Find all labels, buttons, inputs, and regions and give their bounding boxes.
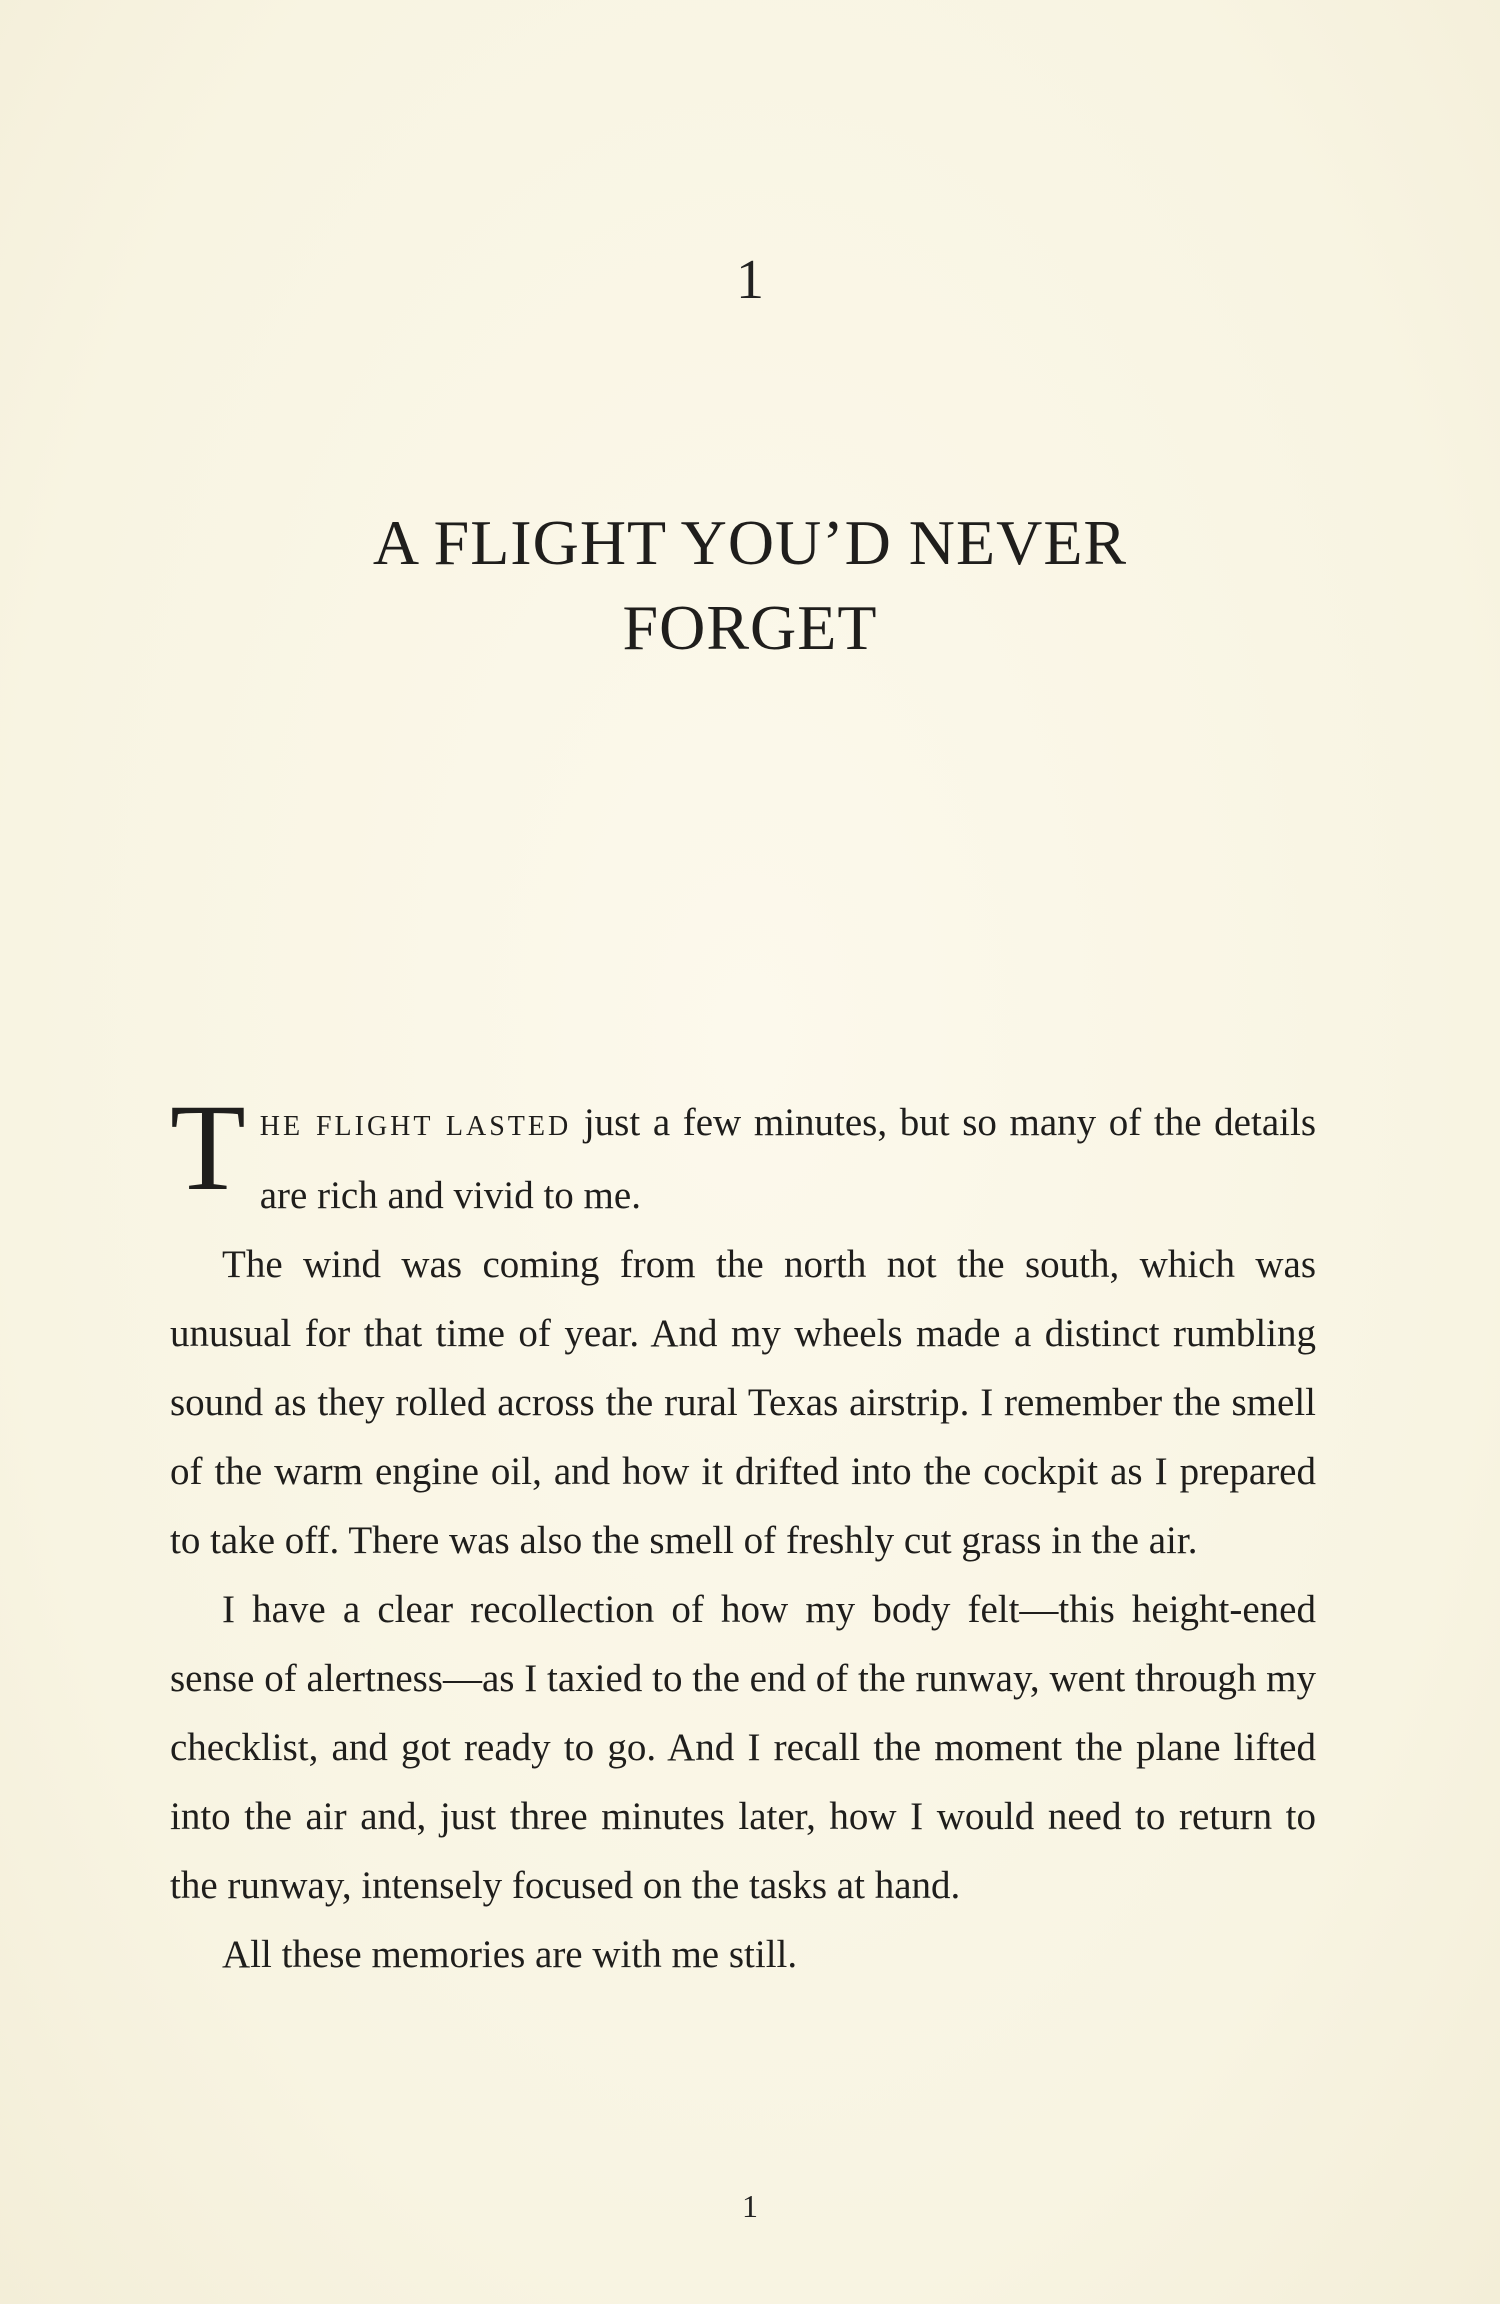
paragraph-4: All these memories are with me still.	[222, 1933, 798, 1976]
opening-text: just a few minutes, but so many of the details are rich and vivid to me.	[259, 1101, 1316, 1217]
chapter-number: 1	[736, 249, 764, 311]
opening-small-caps: HE FLIGHT LASTED	[259, 1111, 572, 1142]
chapter-title-line-2: FORGET	[622, 592, 878, 663]
opening-paragraph	[170, 1079, 1316, 1230]
chapter-title	[200, 500, 1300, 670]
page-number: 1	[742, 2188, 758, 2224]
paragraph-2: The wind was coming from the north not the south, which was unusual for that time of year. And my wheels made a distinct rumbling sound as they rolled across the rural Texas airstrip. I remember the smell of the warm engine oil, and how it drifted into the cockpit as I prepared to take off. There was also the smell of freshly cut grass in the air.	[170, 1243, 1316, 1562]
chapter-body	[170, 1079, 1316, 1989]
paragraph-3: I have a clear recollection of how my body felt—this height-ened sense of alertness—as I taxied to the end of the runway, went through my checklist, and got ready to go. And I recall the moment the plane lifted into the air and, just three minutes later, how I would need to return to the runway, intensely focused on the tasks at hand.	[170, 1588, 1316, 1907]
chapter-title-line-1: A FLIGHT YOU’D NEVER	[372, 507, 1128, 578]
drop-cap: T	[170, 1079, 246, 1216]
